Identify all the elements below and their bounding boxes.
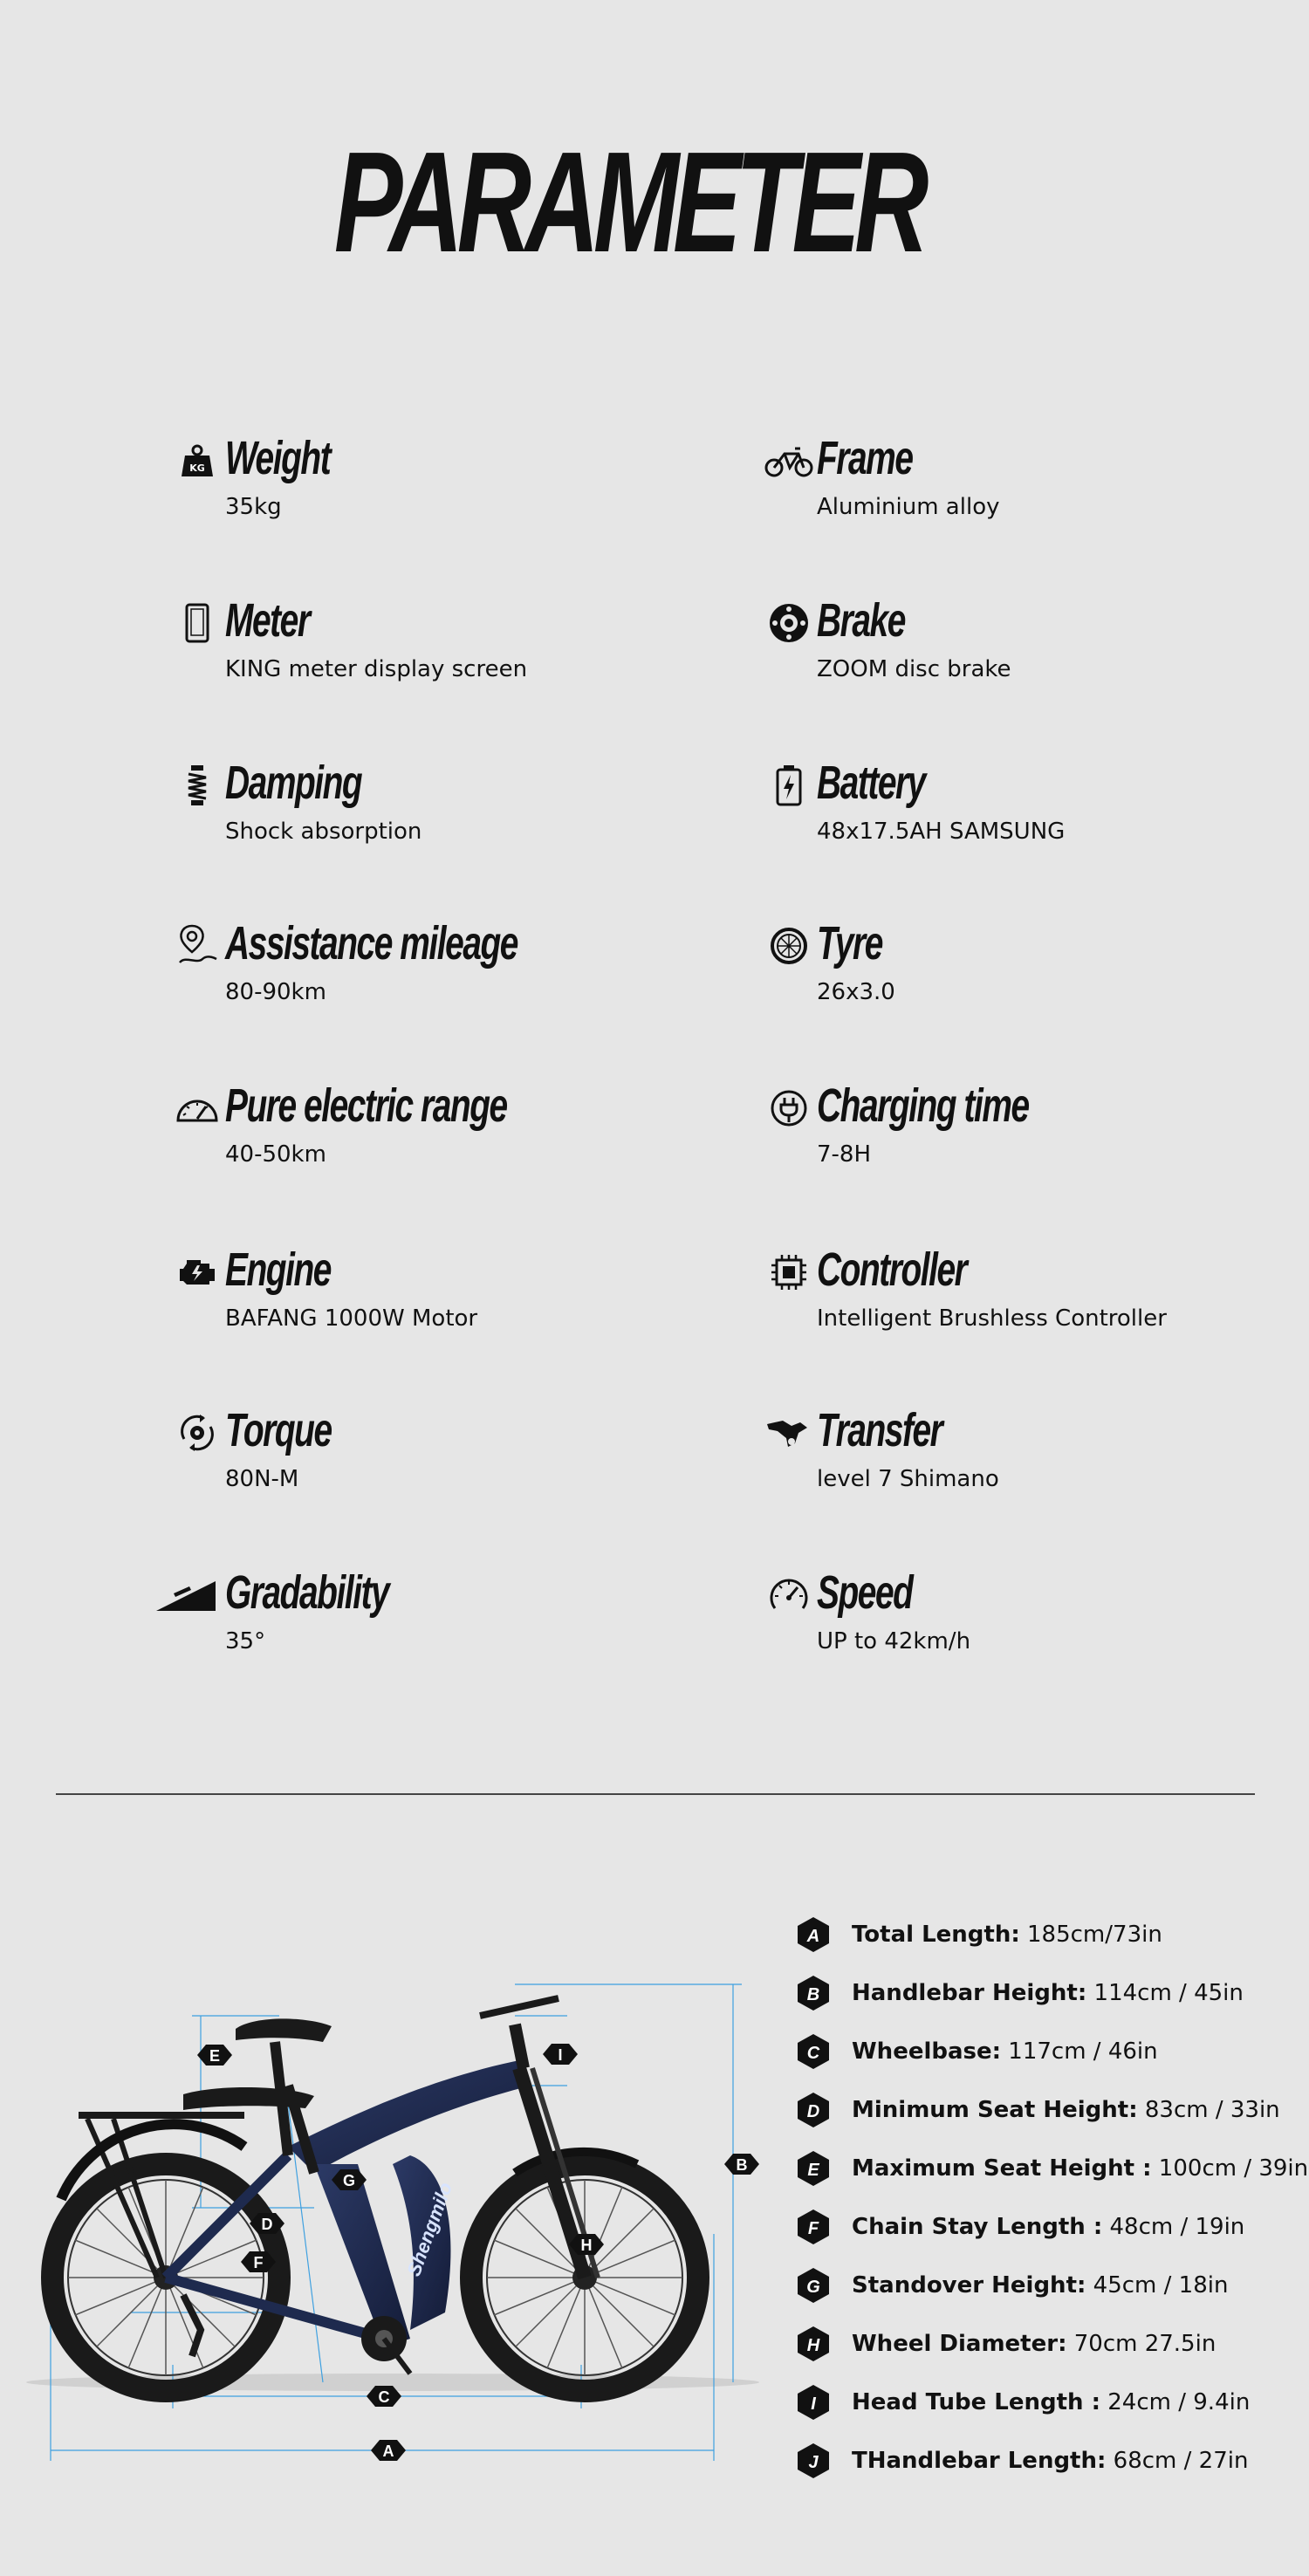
spec-name: Controller	[817, 1243, 967, 1296]
dimension-text	[852, 2157, 1308, 2180]
dimension-text	[852, 1923, 1162, 1946]
weight-icon	[171, 435, 223, 487]
spec-damping	[171, 759, 695, 873]
spec-value: 35°	[225, 1628, 266, 1655]
spec-value: UP to 42km/h	[817, 1628, 971, 1655]
dimension-row-i	[785, 2383, 1274, 2436]
disc-brake-icon	[763, 597, 815, 649]
badge-i	[543, 2044, 578, 2065]
dimension-value: 117cm / 46in	[1001, 2038, 1158, 2065]
spec-charging-time	[763, 1079, 1286, 1196]
svg-text:I: I	[811, 2394, 816, 2414]
spec-controller	[763, 1243, 1286, 1360]
spec-name: Engine	[225, 1243, 331, 1296]
dimension-text	[852, 2040, 1158, 2063]
dimension-value: 68cm / 27in	[1106, 2448, 1249, 2474]
spec-value: ZOOM disc brake	[817, 656, 1011, 682]
chip-icon	[763, 1246, 815, 1298]
svg-text:E: E	[209, 2047, 221, 2065]
spec-name: Brake	[817, 594, 905, 647]
torque-icon	[171, 1407, 223, 1459]
svg-text:D: D	[806, 2102, 820, 2121]
svg-text:E: E	[807, 2161, 819, 2180]
dimension-text	[852, 1982, 1244, 2004]
spec-gradability	[171, 1566, 695, 1682]
dimension-text	[852, 2449, 1248, 2472]
hex-badge-icon	[794, 2442, 833, 2480]
spec-name: Assistance mileage	[225, 917, 518, 969]
spec-battery	[763, 759, 1286, 873]
battery-icon	[763, 759, 815, 812]
dimension-row-f	[785, 2208, 1274, 2260]
dimension-text	[852, 2216, 1244, 2238]
spec-pure-electric-range	[171, 1079, 695, 1196]
dimension-label: Handlebar Height:	[852, 1980, 1087, 2006]
dimension-text	[852, 2333, 1216, 2355]
hex-badge-icon	[794, 1915, 833, 1954]
hex-badge-icon	[794, 2208, 833, 2246]
spec-name: Pure electric range	[225, 1079, 507, 1132]
svg-text:A: A	[806, 1927, 820, 1946]
spec-value: BAFANG 1000W Motor	[225, 1305, 478, 1332]
svg-text:J: J	[808, 2453, 819, 2472]
hex-badge-icon	[794, 2091, 833, 2129]
spec-value: 80-90km	[225, 979, 326, 1005]
dimension-value: 70cm 27.5in	[1066, 2331, 1216, 2357]
dimension-label: Wheel Diameter:	[852, 2331, 1067, 2357]
spec-name: Meter	[225, 594, 310, 647]
spec-name: Torque	[225, 1404, 332, 1456]
spec-name: Speed	[817, 1566, 913, 1619]
svg-text:H: H	[580, 2237, 593, 2254]
dimension-row-j	[785, 2442, 1274, 2494]
svg-text:G: G	[806, 2278, 820, 2297]
spec-meter	[171, 594, 695, 710]
dimension-label: THandlebar Length:	[852, 2448, 1107, 2474]
spec-tyre	[763, 917, 1286, 1033]
dimension-label: Total Length:	[852, 1922, 1020, 1948]
hex-badge-icon	[794, 2383, 833, 2422]
spec-name: Charging time	[817, 1079, 1029, 1132]
svg-text:C: C	[806, 2044, 820, 2063]
svg-text:I: I	[558, 2046, 563, 2064]
dimension-value: 185cm/73in	[1019, 1922, 1162, 1948]
derailleur-icon	[763, 1407, 815, 1459]
spec-value: level 7 Shimano	[817, 1466, 999, 1492]
svg-text:C: C	[378, 2388, 390, 2406]
dimension-row-e	[785, 2149, 1309, 2202]
svg-text:B: B	[736, 2156, 748, 2174]
svg-text:H: H	[806, 2336, 820, 2355]
dimension-value: 114cm / 45in	[1086, 1980, 1244, 2006]
section-divider	[56, 1793, 1255, 1795]
spec-name: Transfer	[817, 1404, 942, 1456]
spec-name: Gradability	[225, 1566, 389, 1619]
spec-assistance-mileage	[171, 917, 695, 1033]
bicycle-icon	[763, 435, 815, 487]
spec-name: Tyre	[817, 917, 882, 969]
gauge-icon	[171, 1082, 223, 1134]
dimension-row-h	[785, 2325, 1274, 2377]
dimension-row-g	[785, 2266, 1274, 2319]
dimension-text	[852, 2099, 1280, 2121]
spec-engine	[171, 1243, 695, 1360]
dimension-value: 48cm / 19in	[1102, 2214, 1245, 2240]
spec-name: Damping	[225, 757, 362, 809]
hex-badge-icon	[794, 2325, 833, 2363]
dimension-value: 24cm / 9.4in	[1100, 2389, 1251, 2415]
svg-text:D: D	[261, 2216, 273, 2233]
spec-value: 40-50km	[225, 1141, 326, 1168]
spec-name: Frame	[817, 432, 913, 484]
spec-brake	[763, 594, 1286, 710]
engine-icon	[171, 1246, 223, 1298]
badge-a	[371, 2440, 406, 2461]
svg-text:KG: KG	[189, 462, 205, 474]
spec-speed	[763, 1566, 1286, 1682]
badge-e	[197, 2045, 232, 2066]
spec-value: Shock absorption	[225, 819, 422, 845]
dimension-row-c	[785, 2032, 1274, 2085]
dimension-label: Maximum Seat Height :	[852, 2155, 1152, 2182]
dimension-text	[852, 2391, 1250, 2414]
spec-transfer	[763, 1404, 1286, 1520]
svg-text:A: A	[382, 2442, 394, 2460]
dimension-value: 83cm / 33in	[1137, 2097, 1280, 2123]
svg-text:F: F	[807, 2219, 819, 2238]
spring-icon	[171, 759, 223, 812]
dimension-label: Head Tube Length :	[852, 2389, 1100, 2415]
plug-icon	[763, 1082, 815, 1134]
bike-illustration	[26, 1946, 777, 2487]
dimension-row-a	[785, 1915, 1274, 1968]
hex-badge-icon	[794, 2266, 833, 2305]
dimension-value: 45cm / 18in	[1086, 2272, 1229, 2299]
dimension-row-b	[785, 1974, 1274, 2026]
spec-torque	[171, 1404, 695, 1520]
dimension-text	[852, 2274, 1228, 2297]
svg-text:B: B	[806, 1985, 820, 2004]
spec-name: Weight	[225, 432, 331, 484]
hex-badge-icon	[794, 2032, 833, 2071]
dimension-label: Minimum Seat Height:	[852, 2097, 1138, 2123]
spec-weight	[171, 432, 695, 548]
spec-value: 35kg	[225, 494, 282, 520]
dimension-row-d	[785, 2091, 1280, 2143]
spec-name: Battery	[817, 757, 925, 809]
bike-brand-text: Shengmilo	[402, 2179, 457, 2279]
spec-value: 7-8H	[817, 1141, 872, 1168]
speedometer-icon	[763, 1569, 815, 1621]
location-pin-icon	[171, 920, 223, 972]
dimension-label: Chain Stay Length :	[852, 2214, 1103, 2240]
svg-text:G: G	[342, 2172, 356, 2189]
spec-value: KING meter display screen	[225, 656, 528, 682]
dimension-value: 100cm / 39in	[1151, 2155, 1309, 2182]
svg-text:F: F	[253, 2254, 264, 2271]
spec-frame	[763, 432, 1286, 548]
spec-value: 48x17.5AH SAMSUNG	[817, 819, 1066, 845]
dimension-label: Standover Height:	[852, 2272, 1086, 2299]
spec-value: Aluminium alloy	[817, 494, 1000, 520]
badge-b	[724, 2154, 759, 2175]
spec-value: 26x3.0	[817, 979, 895, 1005]
slope-icon	[148, 1569, 223, 1621]
tyre-icon	[763, 920, 815, 972]
dimension-label: Wheelbase:	[852, 2038, 1002, 2065]
phone-icon	[171, 597, 223, 649]
spec-value: Intelligent Brushless Controller	[817, 1305, 1167, 1332]
page-title: PARAMETER	[333, 122, 923, 282]
hex-badge-icon	[794, 2149, 833, 2188]
hex-badge-icon	[794, 1974, 833, 2012]
spec-value: 80N-M	[225, 1466, 299, 1492]
